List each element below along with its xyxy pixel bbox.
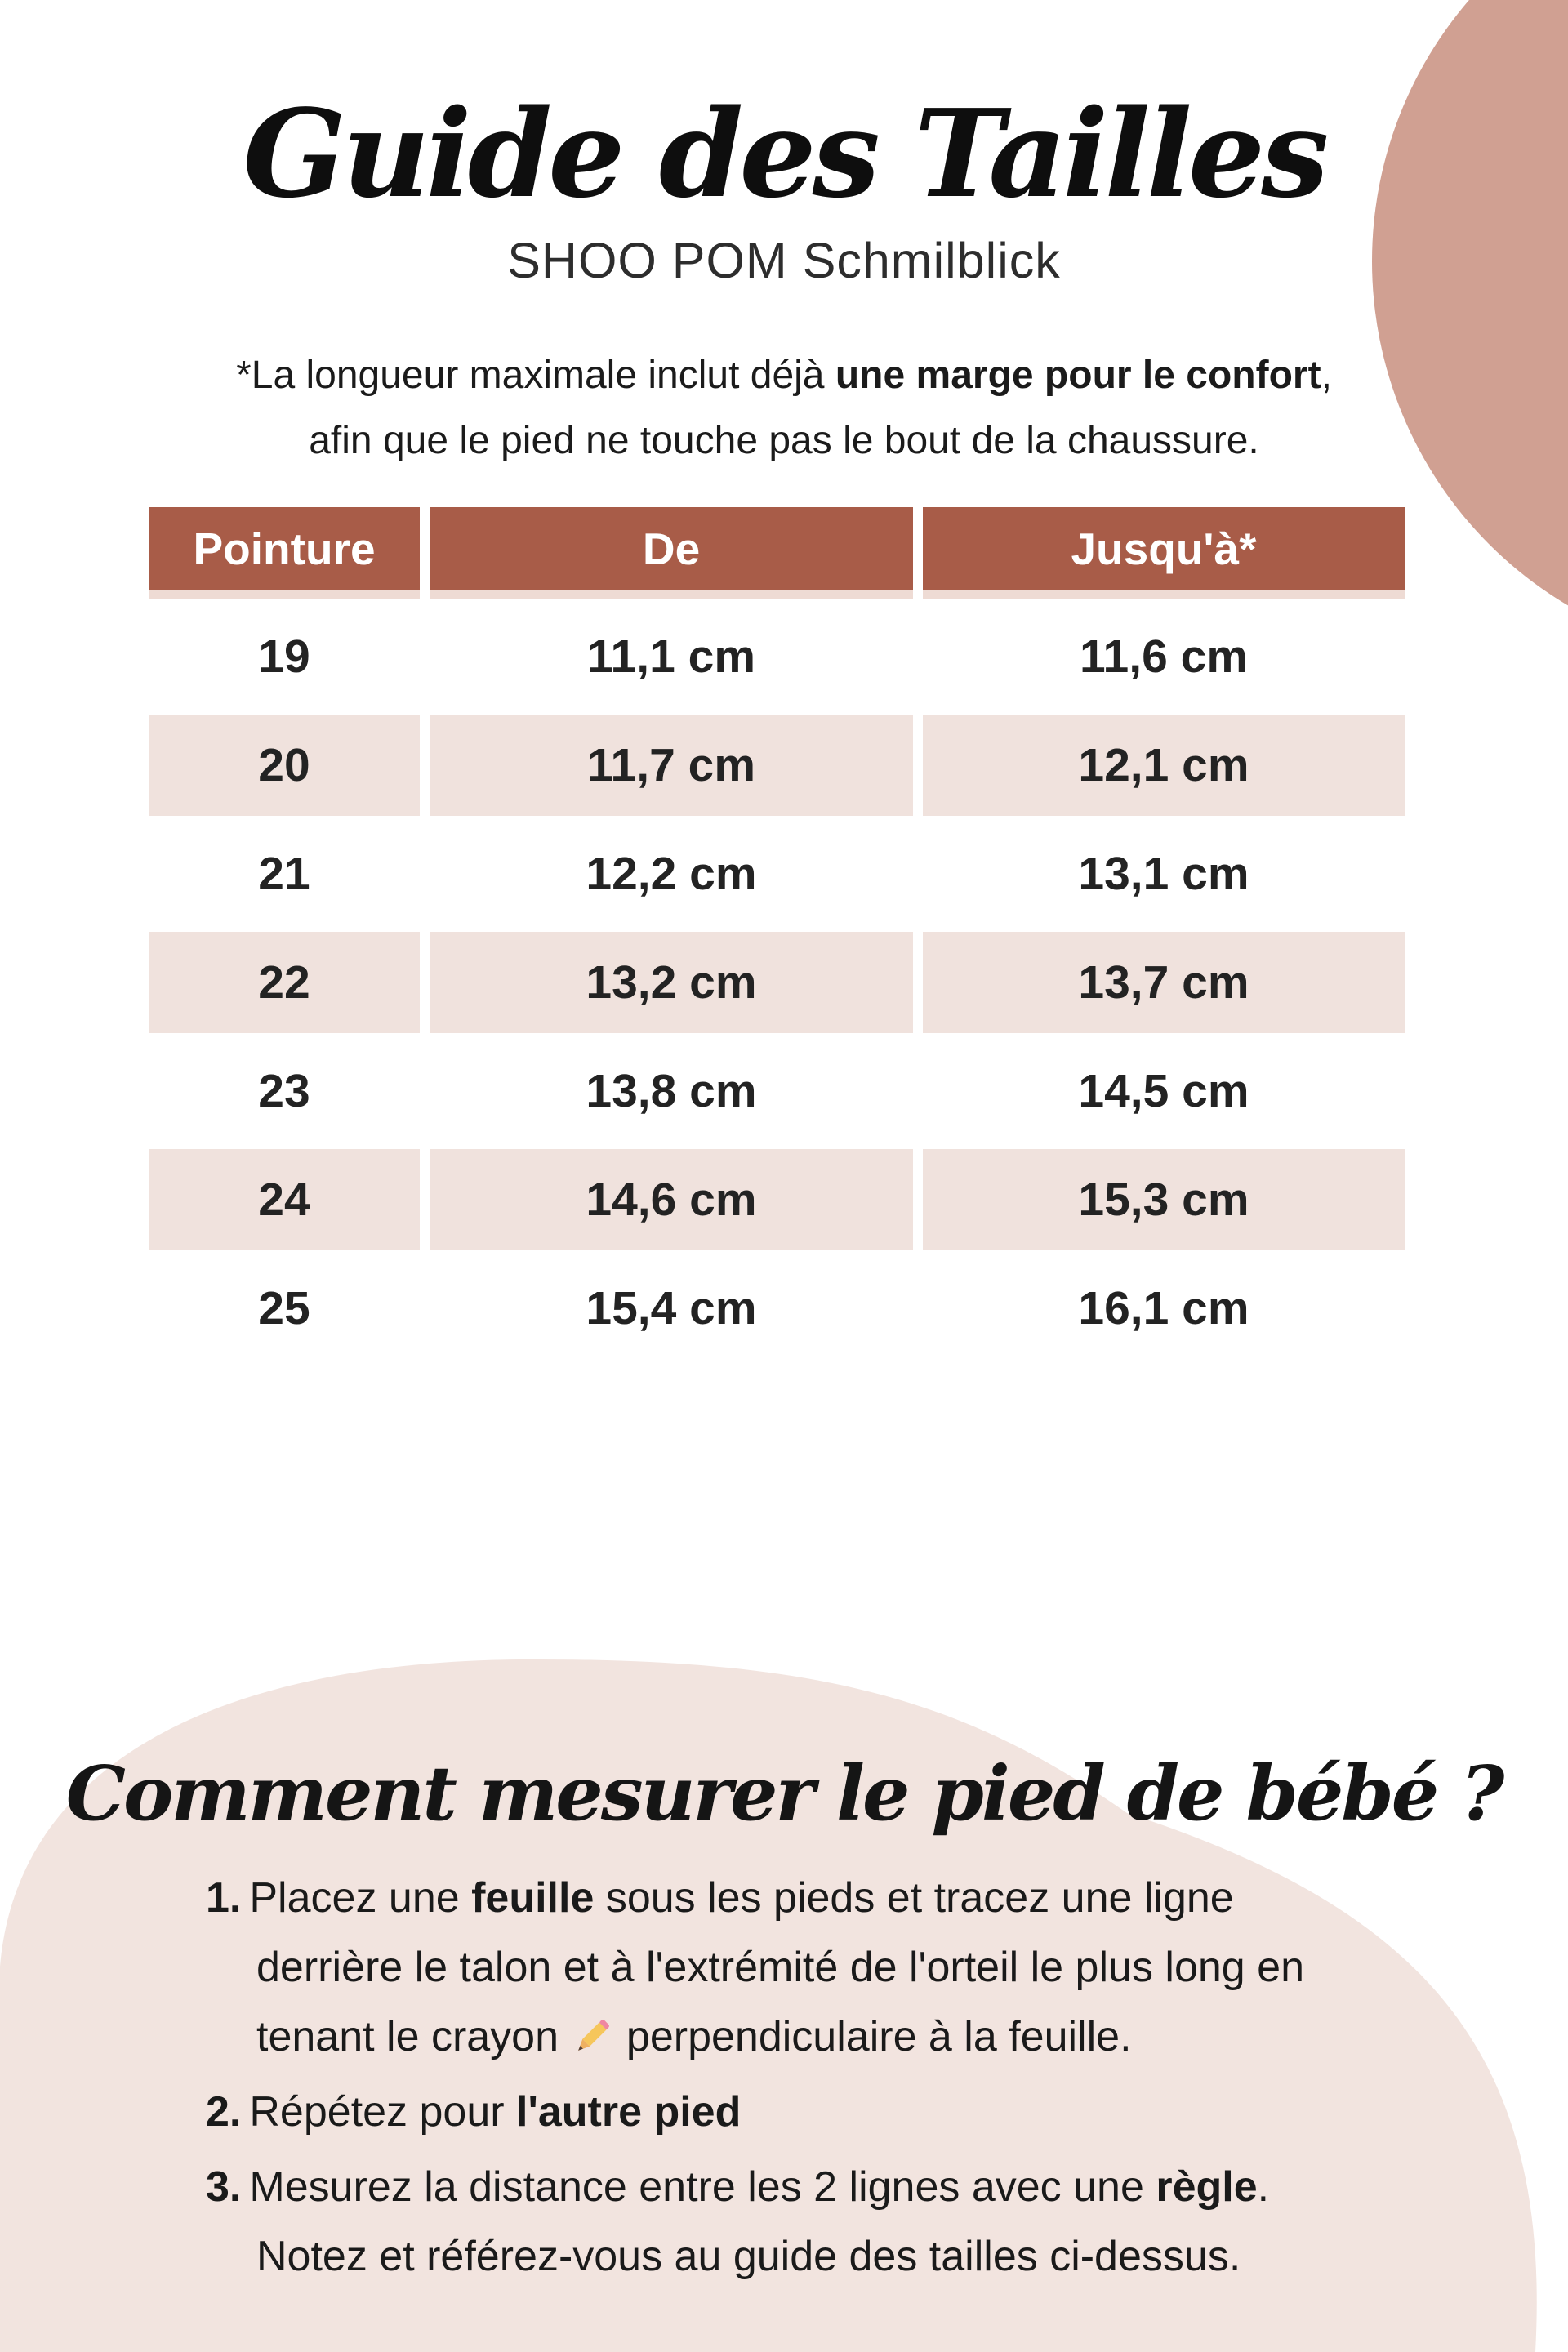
cell-de: 11,1 cm	[430, 606, 913, 707]
cell-jusqua: 13,7 cm	[923, 932, 1405, 1033]
cell-pointure: 22	[149, 932, 420, 1033]
cell-de: 13,8 cm	[430, 1040, 913, 1142]
cell-de: 14,6 cm	[430, 1149, 913, 1250]
step-bold: l'autre pied	[516, 2088, 742, 2136]
step-text: Notez et référez-vous au guide des tailles ci-dessus.	[256, 2233, 1241, 2280]
table-header-row	[149, 507, 1405, 599]
step-text: Mesurez la distance entre les 2 lignes avec une	[249, 2163, 1156, 2211]
cell-jusqua: 14,5 cm	[923, 1040, 1405, 1142]
cell-pointure: 23	[149, 1040, 420, 1142]
table-row	[149, 932, 1405, 1033]
column-header-de: De	[430, 507, 913, 599]
measure-steps	[206, 1864, 1447, 2297]
cell-jusqua: 13,1 cm	[923, 823, 1405, 924]
step-text: .	[1257, 2163, 1270, 2211]
step-item-2	[206, 2078, 1447, 2147]
step-text: derrière le talon et à l'extrémité de l'orteil le plus long en	[256, 1944, 1304, 1991]
cell-de: 13,2 cm	[430, 932, 913, 1033]
step-text: perpendiculaire à la feuille.	[614, 2013, 1132, 2060]
table-row	[149, 1258, 1405, 1359]
cell-pointure: 21	[149, 823, 420, 924]
column-header-pointure: Pointure	[149, 507, 420, 599]
step-text: tenant le crayon	[256, 2013, 571, 2060]
cell-pointure: 20	[149, 715, 420, 816]
measure-section-title: Comment mesurer le pied de bébé ?	[65, 1749, 1503, 1838]
step-item-1	[206, 1864, 1447, 2072]
cell-jusqua: 15,3 cm	[923, 1149, 1405, 1250]
pencil-icon	[570, 2015, 614, 2059]
size-table	[139, 500, 1414, 1366]
step-number: 3.	[206, 2163, 242, 2211]
table-row	[149, 606, 1405, 707]
note-comma: ,	[1321, 354, 1332, 397]
note-bold: une marge pour le confort	[835, 354, 1321, 397]
step-text: Répétez pour	[249, 2088, 517, 2136]
step-bold: feuille	[471, 1874, 595, 1922]
page-title: Guide des Tailles	[243, 82, 1325, 225]
note-text: *La longueur maximale inclut déjà	[236, 354, 835, 397]
page-subtitle: SHOO POM Schmilblick	[507, 233, 1061, 288]
column-header-jusqua: Jusqu'à*	[923, 507, 1405, 599]
step-item-3	[206, 2153, 1447, 2292]
step-text: sous les pieds et tracez une ligne	[594, 1874, 1234, 1922]
step-number: 1.	[206, 1874, 242, 1922]
table-row	[149, 823, 1405, 924]
cell-jusqua: 12,1 cm	[923, 715, 1405, 816]
step-bold: règle	[1156, 2163, 1258, 2211]
table-row	[149, 1149, 1405, 1250]
cell-de: 12,2 cm	[430, 823, 913, 924]
table-row	[149, 1040, 1405, 1142]
step-text: Placez une	[249, 1874, 472, 1922]
step-number: 2.	[206, 2088, 242, 2136]
cell-pointure: 19	[149, 606, 420, 707]
cell-pointure: 25	[149, 1258, 420, 1359]
cell-jusqua: 16,1 cm	[923, 1258, 1405, 1359]
table-row	[149, 715, 1405, 816]
cell-pointure: 24	[149, 1149, 420, 1250]
note-line2: afin que le pied ne touche pas le bout de la chaussure.	[309, 419, 1259, 462]
cell-de: 15,4 cm	[430, 1258, 913, 1359]
cell-jusqua: 11,6 cm	[923, 606, 1405, 707]
comfort-note	[0, 343, 1568, 474]
cell-de: 11,7 cm	[430, 715, 913, 816]
